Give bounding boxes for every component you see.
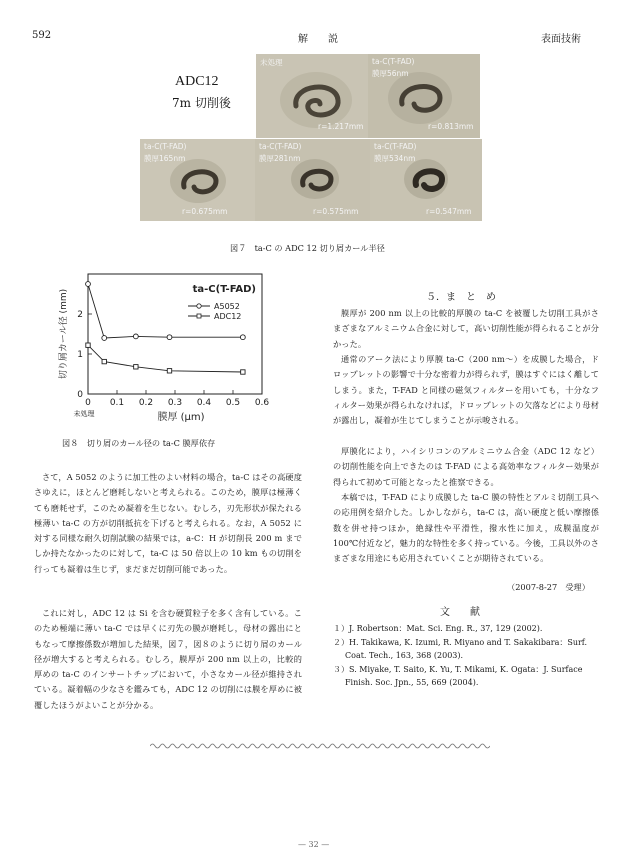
left-paragraph-2: これに対し，ADC 12 は Si を含む硬質粒子を多く含有している。このため極端に薄い ta-C では早くに刃先の膜が磨耗し，母材の露出にともなって摩擦係数が増加した結果，図７，図８のように切り屑のカール径が増大すると考えられる。むしろ，膜厚が 200 nm 以上の，比較的厚めの ta-C のインサートチップにおいて，小さなカール径が維持されている。凝着幅の少なさを鑑みても，ADC 12 の切削には膜を厚めに被覆したほうがよいことが分かる。 (34, 608, 302, 710)
point-ADC12 (134, 365, 138, 369)
chart-svg (30, 268, 280, 433)
journal-name: 表面技術 (541, 34, 581, 45)
x-tick-label: 0.6 (254, 398, 270, 408)
y-axis-label: 切り屑カール径 (mm) (59, 288, 69, 380)
figure-7-title: ADC12 (175, 74, 219, 89)
y-tick-label: 0 (77, 390, 83, 400)
x-tick-label: 0.3 (167, 398, 183, 408)
panel-radius: r=0.813mm (428, 122, 474, 131)
x-tick-label: 0.1 (109, 398, 125, 408)
legend-label: ADC12 (214, 312, 242, 321)
x-tick-label: 0.2 (138, 398, 154, 408)
chart-title: ta-C(T-FAD) (192, 284, 256, 295)
y-tick-label: 2 (77, 310, 83, 320)
figure-8-caption: 図８ 切り屑のカール径の ta-C 膜厚依存 (62, 438, 216, 448)
panel-name: 未処理 (260, 58, 283, 67)
x-tick-label: 0 (85, 398, 91, 408)
point-ADC12 (86, 343, 90, 347)
references-list (333, 622, 601, 690)
chip-photo-165nm (140, 139, 255, 221)
reference-item: ３）S. Miyake, T. Saito, K. Yu, T. Mikami, K. Ogata：J. Surface Finish. Soc. Jpn., 55, 669 (2004). (333, 664, 583, 687)
chip-photo-untreated (256, 54, 368, 138)
references-title: 文 献 (440, 607, 480, 618)
panel-radius: r=0.675mm (182, 207, 228, 216)
panel-radius: r=1.217mm (318, 122, 364, 131)
figure-8-chart (30, 268, 280, 433)
reference-item: ２）H. Takikawa, K. Izumi, R. Miyano and T. Sakakibara：Surf. Coat. Tech., 163, 368 (2003). (333, 637, 588, 660)
legend-marker (197, 314, 201, 318)
chip-photo-56nm (368, 54, 480, 138)
legend-label: A5052 (214, 302, 240, 311)
page-number: 592 (32, 30, 52, 41)
section-title: ５．ま と め (426, 292, 496, 303)
legend-marker (197, 304, 201, 308)
x-tick-label: 0.5 (225, 398, 241, 408)
panel-thickness: 膜厚534nm (374, 154, 416, 163)
point-ADC12 (167, 369, 171, 373)
panel-thickness: 膜厚281nm (259, 154, 301, 163)
point-A5052 (240, 335, 245, 340)
point-A5052 (102, 336, 107, 341)
panel-thickness: 膜厚56nm (372, 69, 409, 78)
left-paragraph-1: さて，A 5052 のように加工性のよい材料の場合，ta-C はその高硬度さゆえに，ほとんど磨耗しないと考えられる。このため，膜厚は極薄くても磨耗せず，このため凝着を生じない。むしろ，刃先形状が保たれる極薄い ta-C の方が切削抵抗を下げると考えられる。なお，A 5052 に対する同様な耐久切削試験の結果では，a-C：H が切削長 200 m までしか持たなかったのに対して，ta-C は 50 倍以上の 10 km もの切削を行っても凝着は生じず，まだまだ切削可能であった。 (34, 472, 302, 574)
x-tick-label: 0.4 (196, 398, 212, 408)
reference-item: １）J. Robertson：Mat. Sci. Eng. R., 37, 129 (2002). (333, 624, 543, 633)
wavy-divider (150, 742, 490, 750)
series-line-ADC12 (88, 345, 243, 372)
panel-radius: r=0.547mm (426, 207, 472, 216)
right-paragraph-2: 通常のアーク法により厚膜 ta-C（200 nm〜）を成膜した場合，ドロップレットの影響で十分な密着力が得られず，膜はすぐにはく離してしまう。また，T-FAD と同様の磁気フィルターを用いても，十分なフィルター効果が得られなければ，ドロップレットの欠落などにより母材が露出し，凝着が生じてしまうことが示唆される。 (333, 354, 599, 426)
right-paragraph-1: 膜厚が 200 nm 以上の比較的厚膜の ta-C を被覆した切削工具がさまざまなアルミニウム合金に対して，高い切削性能が得られることが分かった。 (333, 308, 599, 349)
chip-photo-281nm (255, 139, 370, 221)
panel-name: ta-C(T-FAD) (259, 142, 302, 151)
panel-thickness: 膜厚165nm (144, 154, 186, 163)
point-ADC12 (241, 370, 245, 374)
panel-name: ta-C(T-FAD) (372, 57, 415, 66)
panel-name: ta-C(T-FAD) (144, 142, 187, 151)
running-title: 解 説 (298, 34, 338, 45)
panel-name: ta-C(T-FAD) (374, 142, 417, 151)
x-origin-note: 未処理 (73, 410, 95, 418)
figure-7-subtitle: 7m 切削後 (172, 96, 231, 110)
y-tick-label: 1 (77, 350, 83, 360)
point-A5052 (167, 335, 172, 340)
x-axis-label: 膜厚 (μm) (157, 412, 205, 423)
point-A5052 (133, 334, 138, 339)
point-A5052 (86, 282, 91, 287)
footer-page: — 32 — (298, 840, 330, 849)
panel-radius: r=0.575mm (313, 207, 359, 216)
right-paragraph-4: 本稿では，T-FAD により成膜した ta-C 膜の特性とアルミ切削工具への応用例を紹介した。しかしながら，ta-C は，高い硬度と低い摩擦係数を併せ持つほか，絶縁性や平滑性，撥水性に加え，成膜温度が 100℃付近など，魅力的な特性を多く持っている。今後，工具以外のさまざまな用途にも応用されていくことが期待されている。 (333, 492, 599, 564)
right-paragraph-3: 厚膜化により，ハイシリコンのアルミニウム合金（ADC 12 など）の切削性能を向上できたのは T-FAD による高効率なフィルター効果が得られて初めて可能となったと推察できる。 (333, 446, 599, 487)
received-date: （2007-8-27 受理） (507, 582, 590, 592)
figure-7-caption: 図７ ta-C の ADC 12 切り屑カール半径 (230, 243, 385, 253)
chip-photo-534nm (370, 139, 482, 221)
point-ADC12 (102, 359, 106, 363)
